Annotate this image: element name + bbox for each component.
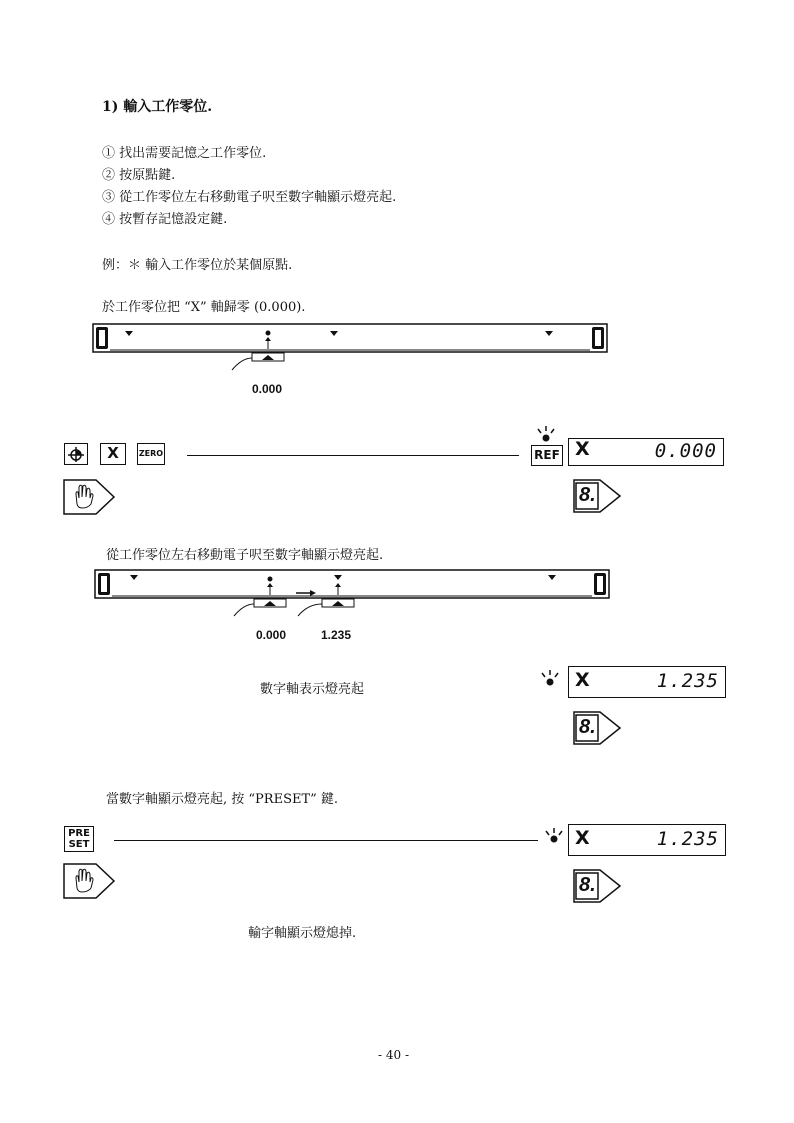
axis-display-3: [568, 824, 726, 856]
zero-key[interactable]: ZERO: [137, 443, 165, 465]
connector-line-2: [114, 840, 538, 841]
scale-bar-2: [94, 564, 614, 624]
preset-key[interactable]: [64, 826, 94, 852]
display2-value: 1.235: [656, 670, 719, 692]
scale-bar-1: [92, 318, 612, 378]
digit-eight-icon: 8.: [579, 484, 596, 506]
indicator-lamp-off-icon: [542, 826, 566, 846]
axis-display-1: [568, 438, 724, 466]
indicator-lamp-icon: [534, 424, 558, 444]
step-4: ④ 按暫存記憶設定鍵.: [102, 212, 228, 227]
preset-key-line1: PRE: [68, 828, 90, 839]
display3-value: 1.235: [656, 828, 719, 850]
instruction-press-preset: 當數字軸顯示燈亮起, 按 “PRESET” 鍵.: [106, 792, 339, 807]
instruction-zero-x: 於工作零位把 “X” 軸歸零 (0.000).: [102, 300, 306, 315]
scale2-readout-end: 1.235: [321, 628, 352, 642]
origin-key[interactable]: [64, 443, 88, 465]
hand-press-icon: [60, 858, 118, 904]
example-text: 例：＊ 輸入工作零位於某個原點.: [102, 258, 293, 273]
scale2-readout-start: 0.000: [256, 628, 287, 642]
step-2: ② 按原點鍵.: [102, 168, 176, 183]
caption-lamp-off: 輸字軸顯示燈熄掉.: [248, 926, 357, 941]
section-heading: 1) 輸入工作零位.: [102, 99, 213, 115]
display3-axis: X: [575, 827, 590, 849]
digit-eight-icon: 8.: [579, 874, 596, 896]
scale1-readout: 0.000: [252, 382, 283, 396]
x-axis-key[interactable]: X: [100, 443, 126, 465]
ref-key[interactable]: REF: [531, 445, 563, 466]
hand-press-icon: [60, 474, 118, 520]
indicator-lamp-icon: [538, 666, 562, 690]
page-number: - 40 -: [378, 1048, 410, 1062]
connector-line-1: [187, 455, 519, 456]
preset-key-line2: SET: [68, 839, 90, 850]
display1-axis: X: [575, 438, 590, 460]
digit-eight-icon: 8.: [579, 716, 596, 738]
origin-icon: [66, 445, 86, 463]
step-3: ③ 從工作零位左右移動電子呎至數字軸顯示燈亮起.: [102, 190, 397, 205]
axis-display-2: [568, 666, 726, 698]
instruction-move-scale: 從工作零位左右移動電子呎至數字軸顯示燈亮起.: [106, 548, 384, 563]
display1-value: 0.000: [654, 440, 717, 462]
step-1: ① 找出需要記憶之工作零位.: [102, 146, 267, 161]
display2-axis: X: [575, 669, 590, 691]
caption-lamp-on: 數字軸表示燈亮起: [260, 682, 365, 697]
